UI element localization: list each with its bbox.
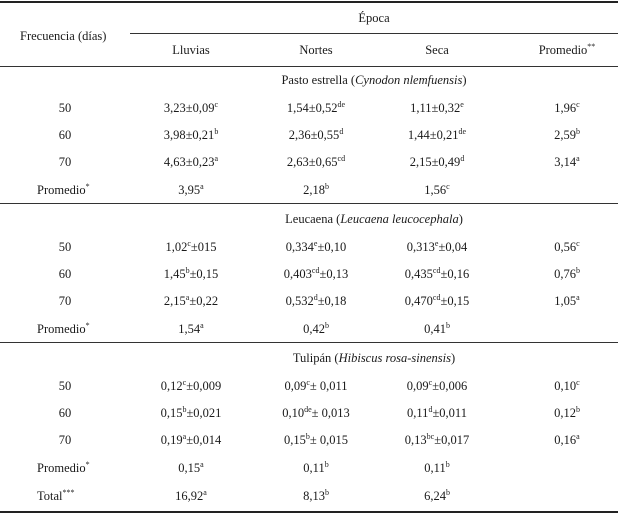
cell-error: ±0,15 [440,294,470,308]
significance-letter: b [185,266,190,275]
significance-letter: cd [311,266,320,275]
cell-value: 4,63±0,23 [163,155,215,169]
cell-value: 2,15±0,49 [409,155,461,169]
significance-letter: b [305,432,310,441]
cell-value: 0,15 [178,461,201,475]
cell-value: 0,532 [285,294,314,308]
cell-value: 1,44±0,21 [407,128,459,142]
cell-value: 0,435 [404,267,433,281]
cell-value: 0,42 [303,322,325,336]
significance-letter: c [306,378,310,387]
row-label: 50 [58,101,72,115]
cell-value: 0,15 [284,433,306,447]
significance-letter: a [200,321,204,330]
cell-value: 0,16 [554,433,577,447]
table-cell [303,488,329,506]
table-cell [282,405,350,423]
cell-value: 0,09 [406,379,429,393]
table-cell [554,100,579,118]
header-rule [0,66,618,67]
table-cell [554,293,579,311]
section-title: Pasto estrella (Cynodon nlemfuensis) [281,73,467,87]
cell-value: 0,41 [424,322,446,336]
significance-letter: a [182,432,187,441]
footnote-mark: * [85,182,90,191]
cell-value: 2,36±0,55 [288,128,340,142]
table-cell [407,239,467,257]
section-title: Tulipán (Hibiscus rosa-sinensis) [292,351,456,365]
significance-letter: b [324,182,329,191]
significance-letter: a [185,293,190,302]
table-cell [164,100,218,118]
table-cell [410,154,465,172]
row-label: Promedio* [37,460,90,475]
significance-letter: de [458,127,467,136]
table-cell [178,182,203,200]
table-cell [178,460,203,478]
col-header-nortes: Nortes [299,43,333,57]
row-label: 50 [58,240,72,254]
row-label: Promedio* [37,182,90,197]
table-cell [554,266,580,284]
footnote-mark: * [85,460,90,469]
significance-letter: de [337,100,346,109]
cell-value: 1,11±0,32 [410,101,461,115]
significance-letter: a [203,488,207,497]
cell-value: 2,18 [303,183,325,197]
table-cell [161,405,222,423]
col-header-promedio: Promedio** [538,42,596,57]
cell-value: 0,15 [160,406,183,420]
significance-letter: c [187,239,191,248]
table-cell [405,432,469,450]
section-title-common-name: Leucaena [285,212,334,226]
table-cell [284,378,347,396]
section-title-common-name: Pasto estrella [281,73,348,87]
cell-value: 1,02 [165,240,188,254]
cell-value: 3,14 [554,155,577,169]
cell-value: 16,92 [175,489,204,503]
cell-value: 3,23±0,09 [163,101,215,115]
cell-value: 0,76 [554,267,576,281]
section-rule [0,342,618,343]
significance-letter: b [182,405,187,414]
significance-letter: c [576,239,580,248]
significance-letter: c [214,100,219,109]
cell-value: 0,09 [284,379,307,393]
cell-error: ± 0,015 [309,433,348,447]
cell-error: ±015 [190,240,217,254]
significance-letter: a [200,182,204,191]
table-cell [424,460,449,478]
cell-error: ±0,006 [432,379,468,393]
table-cell [303,182,329,200]
cell-value: 2,63±0,65 [286,155,338,169]
table-cell [554,239,579,257]
cell-value: 1,54 [178,322,201,336]
cell-value: 1,45 [163,267,186,281]
epoca-header: Época [358,11,390,25]
significance-letter: b [324,321,329,330]
significance-letter: d [460,154,465,163]
significance-letter: d [428,405,433,414]
cell-error: ±0,18 [317,294,347,308]
cell-error: ±0,011 [432,406,467,420]
significance-letter: d [339,127,344,136]
footnote-mark: *** [62,488,75,497]
cell-value: 0,11 [407,406,429,420]
cell-error: ±0,021 [186,406,222,420]
table-cell [410,100,464,118]
significance-letter: e [434,239,439,248]
cell-value: 0,12 [160,379,183,393]
table-cell [405,266,469,284]
row-label: Promedio* [37,321,90,336]
significance-letter: a [214,154,219,163]
table-cell [424,321,450,339]
row-label: 70 [58,155,72,169]
cell-value: 3,98±0,21 [163,128,215,142]
table-cell [178,321,203,339]
significance-letter: cd [337,154,346,163]
row-label: 60 [58,128,72,142]
cell-value: 0,334 [285,240,314,254]
significance-letter: c [576,100,580,109]
significance-letter: a [576,432,580,441]
epoca-rule [130,33,618,34]
cell-value: 0,403 [283,267,312,281]
cell-error: ±0,009 [186,379,222,393]
col-header-lluvias: Lluvias [172,43,210,57]
table-cell [164,154,218,172]
cell-value: 2,15 [163,294,186,308]
section-title-species: Leucaena leucocephala [340,212,459,226]
significance-letter: d [313,293,318,302]
significance-letter: b [324,488,329,497]
cell-error: ± 0,011 [309,379,348,393]
table-cell [287,100,345,118]
table-cell [164,266,219,284]
table-cell [554,432,579,450]
significance-letter: c [182,378,187,387]
table-cell [424,488,450,506]
significance-letter: cd [432,266,441,275]
table-cell [289,127,344,145]
cell-error: ±0,10 [317,240,347,254]
cell-value: 0,10 [554,379,577,393]
col-header-seca: Seca [425,43,449,57]
table-cell [284,266,348,284]
table-cell [303,460,328,478]
significance-letter: b [445,488,450,497]
table-cell [284,432,348,450]
row-label: 60 [58,267,72,281]
table-cell [424,182,449,200]
table-cell [554,378,579,396]
significance-letter: bc [426,432,435,441]
footnote-mark: * [85,321,90,330]
table-cell [303,321,329,339]
table-cell [405,293,469,311]
significance-letter: b [324,460,329,469]
table-cell [407,378,467,396]
section-title-species: Cynodon nlemfuensis [355,73,463,87]
row-label: Total*** [37,488,75,503]
cell-value: 0,11 [424,461,446,475]
cell-error: ±0,22 [189,294,219,308]
cell-value: 0,13 [404,433,427,447]
section-rule [0,203,618,204]
table-cell [161,378,221,396]
row-label: 70 [58,294,72,308]
cell-error: ±0,16 [440,267,470,281]
table-cell [164,293,218,311]
cell-value: 3,95 [178,183,201,197]
table-cell [286,293,347,311]
significance-letter: de [304,405,312,414]
footnote-mark: ** [587,42,596,51]
significance-letter: c [576,378,580,387]
row-label: 70 [58,433,72,447]
significance-letter: cd [432,293,441,302]
section-title-common-name: Tulipán [292,351,332,365]
cell-value: 1,54±0,52 [286,101,338,115]
cell-error: ± 0,013 [311,406,350,420]
significance-letter: c [428,378,433,387]
cell-error: ±0,014 [186,433,222,447]
significance-letter: a [576,154,580,163]
cell-value: 8,13 [303,489,325,503]
significance-letter: b [445,321,450,330]
table-cell [554,405,580,423]
cell-error: ±0,13 [319,267,349,281]
significance-letter: b [575,127,580,136]
cell-value: 0,56 [554,240,577,254]
table-cell [286,239,346,257]
significance-letter: e [313,239,318,248]
cell-value: 0,11 [303,461,325,475]
significance-letter: a [200,460,204,469]
significance-letter: b [445,460,450,469]
table-cell [175,488,207,506]
table-bottom-rule [0,511,618,513]
cell-value: 0,313 [406,240,435,254]
section-title: Leucaena (Leucaena leucocephala) [285,212,463,226]
table-cell [164,127,219,145]
significance-letter: b [214,127,219,136]
significance-letter: a [576,293,580,302]
table-cell [554,127,580,145]
frecuencia-header: Frecuencia (días) [20,29,107,43]
cell-value: 1,56 [424,183,447,197]
significance-letter: c [446,182,450,191]
cell-value: 2,59 [554,128,576,142]
table-cell [287,154,345,172]
cell-error: ±0,04 [438,240,468,254]
cell-error: ±0,15 [189,267,219,281]
cell-value: 0,470 [404,294,433,308]
table-cell [554,154,579,172]
significance-letter: e [460,100,464,109]
cell-value: 1,96 [554,101,577,115]
cell-value: 0,10 [282,406,305,420]
significance-letter: b [575,266,580,275]
table-top-rule [0,1,618,3]
cell-value: 0,19 [160,433,183,447]
significance-letter: b [575,405,580,414]
section-title-species: Hibiscus rosa-sinensis [338,351,451,365]
table-cell [408,127,466,145]
cell-value: 0,12 [554,406,576,420]
cell-value: 1,05 [554,294,577,308]
row-label: 60 [58,406,72,420]
cell-value: 6,24 [424,489,446,503]
table-cell [165,239,216,257]
row-label: 50 [58,379,72,393]
table-cell [161,432,221,450]
table-cell [407,405,467,423]
cell-error: ±0,017 [434,433,470,447]
